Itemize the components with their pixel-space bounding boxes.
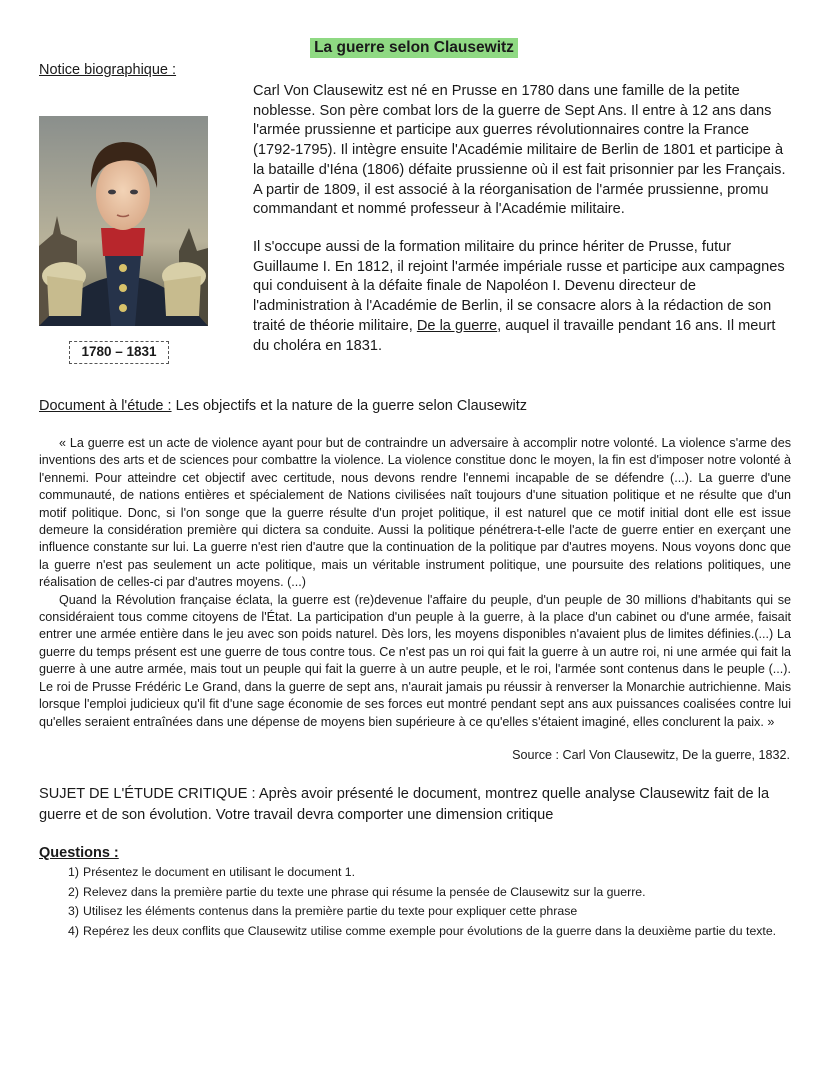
document-source: Source : Carl Von Clausewitz, De la guerre, 1832. [512,748,790,762]
question-number: 1) [68,865,79,879]
question-item [68,863,788,883]
sujet-text: SUJET DE L'ÉTUDE CRITIQUE : Après avoir présenté le document, montrez quelle analyse Clausewitz fait de la guerre et de son évolution. Votre travail devra comporter une dimension critique [39,786,770,823]
book-title: De la guerre [416,317,498,334]
question-text: Relevez dans la première partie du texte une phrase qui résume la pensée de Clausewitz sur la guerre. [83,884,646,899]
quote-paragraph-1: « La guerre est un acte de violence ayant pour but de contraindre un adversaire à accomplir notre volonté. La violence s'arme des inventions des arts et de sciences pour combattre la violence. La violence constitue donc le moyen, la fin est d'imposer notre volonté à l'ennemi. Pour atteindre cet objectif avec certitude, nous devons rendre l'ennemi incapable de se défendre (...). La guerre d'une communauté, de nations entières et spécialement de Nations civilisées naît toujours d'une situation politique et ne résulte que d'un motif politique. Donc, si l'on songe que la guerre résulte d'un projet politique, il est naturel que ce motif initial dont elle est issue demeure la considération première qui dictera sa conduite. Aussi la politique pénétrera-t-elle l'acte de guerre entier en exerçant une influence constante sur lui. La guerre n'est rien d'autre que la continuation de la politique par d'autres moyens. Nous voyons donc que la guerre n'est pas seulement un acte politique, mais un véritable instrument politique, une poursuite des relations politiques, une réalisation de celles-ci par d'autres moyens. (...) [39,436,791,590]
notice-label: Notice biographique : [39,62,177,78]
document-heading [39,398,527,414]
question-text: Utilisez les éléments contenus dans la première partie du texte pour expliquer cette phrase [83,904,578,918]
page-title: La guerre selon Clausewitz [310,38,518,58]
question-item [68,883,788,903]
questions-list [68,863,788,941]
bio-p2-text-before: Il s'occupe aussi de la formation militaire du prince hériter de Prusse, futur Guillaume I. En 1812, il rejoint l'armée impériale russe et participe aux campagnes qui conduisent à la défaite finale de Napoléon I. Devenu directeur de l'administration à l'Académie de Berlin, il se consacre alors à la rédaction de son traité de théorie militaire, [253,239,785,334]
document-quote [39,435,791,731]
bio-p2-text-after: , auquel il travaille pendant 16 ans. Il meurt du choléra en 1831. [253,317,776,354]
questions-label: Questions : [39,845,119,861]
question-item [68,922,788,942]
question-text: Repérez les deux conflits que Clausewitz utilise comme exemple pour évolutions de la guerre dans la deuxième partie du texte. [83,923,777,938]
question-text: Présentez le document en utilisant le document 1. [83,865,356,879]
quote-paragraph-2: Quand la Révolution française éclata, la guerre est (re)devenue l'affaire du peuple, d'un peuple de 30 millions d'habitants qui se considéraient tous comme citoyens de l'État. La participation d'un peuple à la guerre, à la place d'un cabinet ou d'une armée, faisait entrer une armée entière dans le jeu avec son poids naturel. Dès lors, les moyens disponibles n'avaient plus de limites définies.(...) La guerre du temps présent est une guerre de tous contre tous. Ce n'est pas un roi qui fait la guerre à un autre roi, ni une armée qui fait la guerre à une autre armée, mais tout un peuple qui fait la guerre à un autre peuple, et le roi, l'armée sont contenus dans le peuple (...). Le roi de Prusse Frédéric Le Grand, dans la guerre de sept ans, n'aurait jamais pu réussir à renverser la Monarchie autrichienne. Mais lorsque l'emploi judicieux qu'il fit d'une sage économie de ses forces eut montré pendant sept ans aux puissances coalisées contre lui qu'elles seraient entraînées dans une dépense de moyens bien supérieure à ce qu'elles s'étaient imaginé, elles conclurent la paix. » [39,592,791,729]
question-item [68,902,788,922]
document-title: Les objectifs et la nature de la guerre selon Clausewitz [171,398,527,414]
bio-paragraph-2 [253,238,793,356]
bio-paragraph-1: Carl Von Clausewitz est né en Prusse en 1780 dans une famille de la petite noblesse. Son père combat lors de la guerre de Sept Ans. Il entre à 12 ans dans l'armée prussienne et participe aux guerres révolutionnaires contre la France (1792-1795). Il intègre ensuite l'Académie militaire de Berlin de 1801 et participe à la bataille d'Iéna (1806) défaite prussienne où il est fait prisonnier par les Français. A partir de 1809, il est associé à la réorganisation de l'armée prussienne, promu commandant et nommé professeur à l'Académie militaire. [253,83,786,218]
question-number: 2) [68,884,79,899]
lifespan-dates: 1780 – 1831 [69,341,169,364]
document-label: Document à l'étude : [39,398,172,414]
title-wrapper [0,38,828,58]
clausewitz-portrait [39,116,208,326]
question-number: 3) [68,904,79,918]
question-number: 4) [68,923,79,938]
